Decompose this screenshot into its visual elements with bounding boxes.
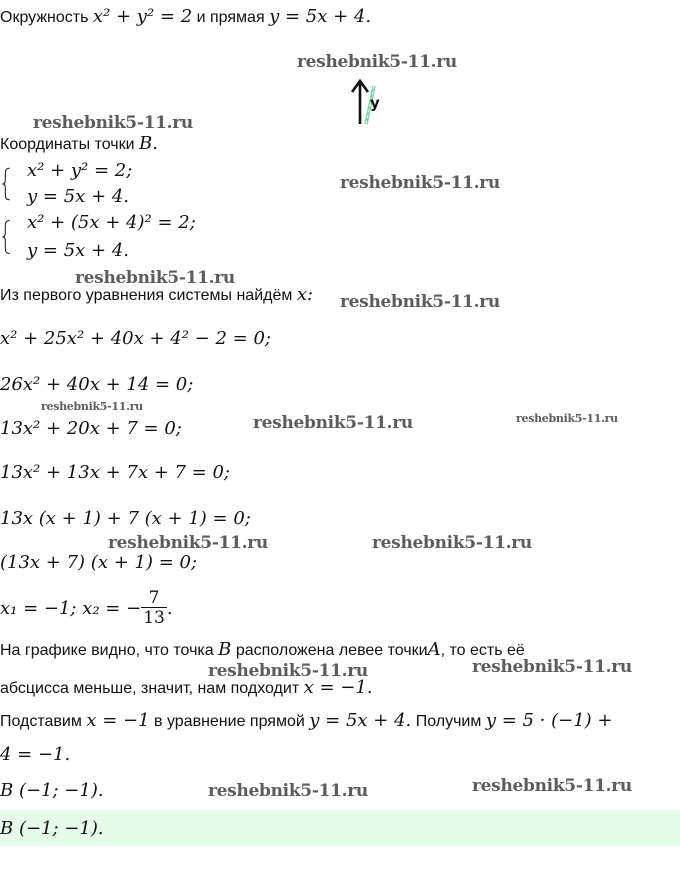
answer-box [0,810,680,846]
graph-text-2: расположена левее точки [235,642,428,659]
from-first-var: x: [296,284,314,305]
coords-line [0,133,158,154]
watermark: reshebnik5-11.ru [41,400,143,413]
substitute-line-eq: y = 5x + 4. [309,710,412,731]
watermark: reshebnik5-11.ru [108,533,268,553]
equation-3: 13x² + 20x + 7 = 0; [0,418,182,439]
system1-eq2: y = 5x + 4. [27,186,129,207]
graph-text-1: На графике видно, что точка [0,642,214,659]
intro-mid: и прямая [196,9,265,26]
watermark: reshebnik5-11.ru [297,52,457,72]
from-first-text: Из первого уравнения системы найдём [0,287,293,304]
coords-point: B. [139,133,158,154]
watermark: reshebnik5-11.ru [472,657,632,677]
substitute-x: x = −1 [86,710,150,731]
substitute-line [0,710,613,731]
intro-line-eq: y = 5x + 4. [269,6,372,27]
watermark: reshebnik5-11.ru [340,292,500,312]
y-axis-label: y [370,94,380,112]
equation-5: 13x (x + 1) + 7 (x + 1) = 0; [0,508,251,529]
substitute-text-3: Получим [415,713,482,730]
roots-fraction [141,587,167,628]
coords-prefix: Координаты точки [0,136,135,153]
abscissa-text: абсцисса меньше, значит, нам подходит [0,680,300,697]
equation-4: 13x² + 13x + 7x + 7 = 0; [0,462,231,483]
graph-point-a: A [427,639,441,660]
watermark: reshebnik5-11.ru [253,413,413,433]
system2-eq2: y = 5x + 4. [27,240,129,261]
watermark: reshebnik5-11.ru [208,661,368,681]
watermark: reshebnik5-11.ru [516,412,618,425]
system-brace-2 [1,212,11,262]
watermark: reshebnik5-11.ru [75,268,235,288]
intro-line [0,6,371,27]
watermark: reshebnik5-11.ru [372,533,532,553]
intro-circle-eq: x² + y² = 2 [92,6,193,27]
substitute-text-2: в уравнение прямой [154,713,305,730]
watermark: reshebnik5-11.ru [472,776,632,796]
system2-eq1: x² + (5x + 4)² = 2; [27,212,196,233]
substitute-text-1: Подставим [0,713,82,730]
graph-point-b: B [218,639,232,660]
point-result: B (−1; −1). [0,780,104,801]
watermark: reshebnik5-11.ru [208,781,368,801]
equation-6: (13x + 7) (x + 1) = 0; [0,552,198,573]
roots-line [0,584,173,632]
intro-prefix: Окружность [0,9,89,26]
roots-suffix: . [166,597,173,619]
system-brace-1 [1,160,11,208]
graph-text-3: , то есть её [440,642,525,659]
graph-figure [344,78,388,128]
system1-eq1: x² + y² = 2; [27,160,133,181]
equation-2: 26x² + 40x + 14 = 0; [0,374,194,395]
abscissa-value: x = −1. [303,677,373,698]
fraction-denominator: 13 [143,607,165,628]
substitute-calc-1: y = 5 · (−1) + [485,710,613,731]
watermark: reshebnik5-11.ru [33,113,193,133]
substitute-calc-2: 4 = −1. [0,744,71,765]
equation-1: x² + 25x² + 40x + 4² − 2 = 0; [0,328,271,349]
watermark: reshebnik5-11.ru [340,173,500,193]
answer-text: B (−1; −1). [0,818,104,839]
fraction-numerator: 7 [148,587,160,608]
graph-line [0,639,525,660]
roots-prefix: x₁ = −1; x₂ = − [0,597,142,619]
